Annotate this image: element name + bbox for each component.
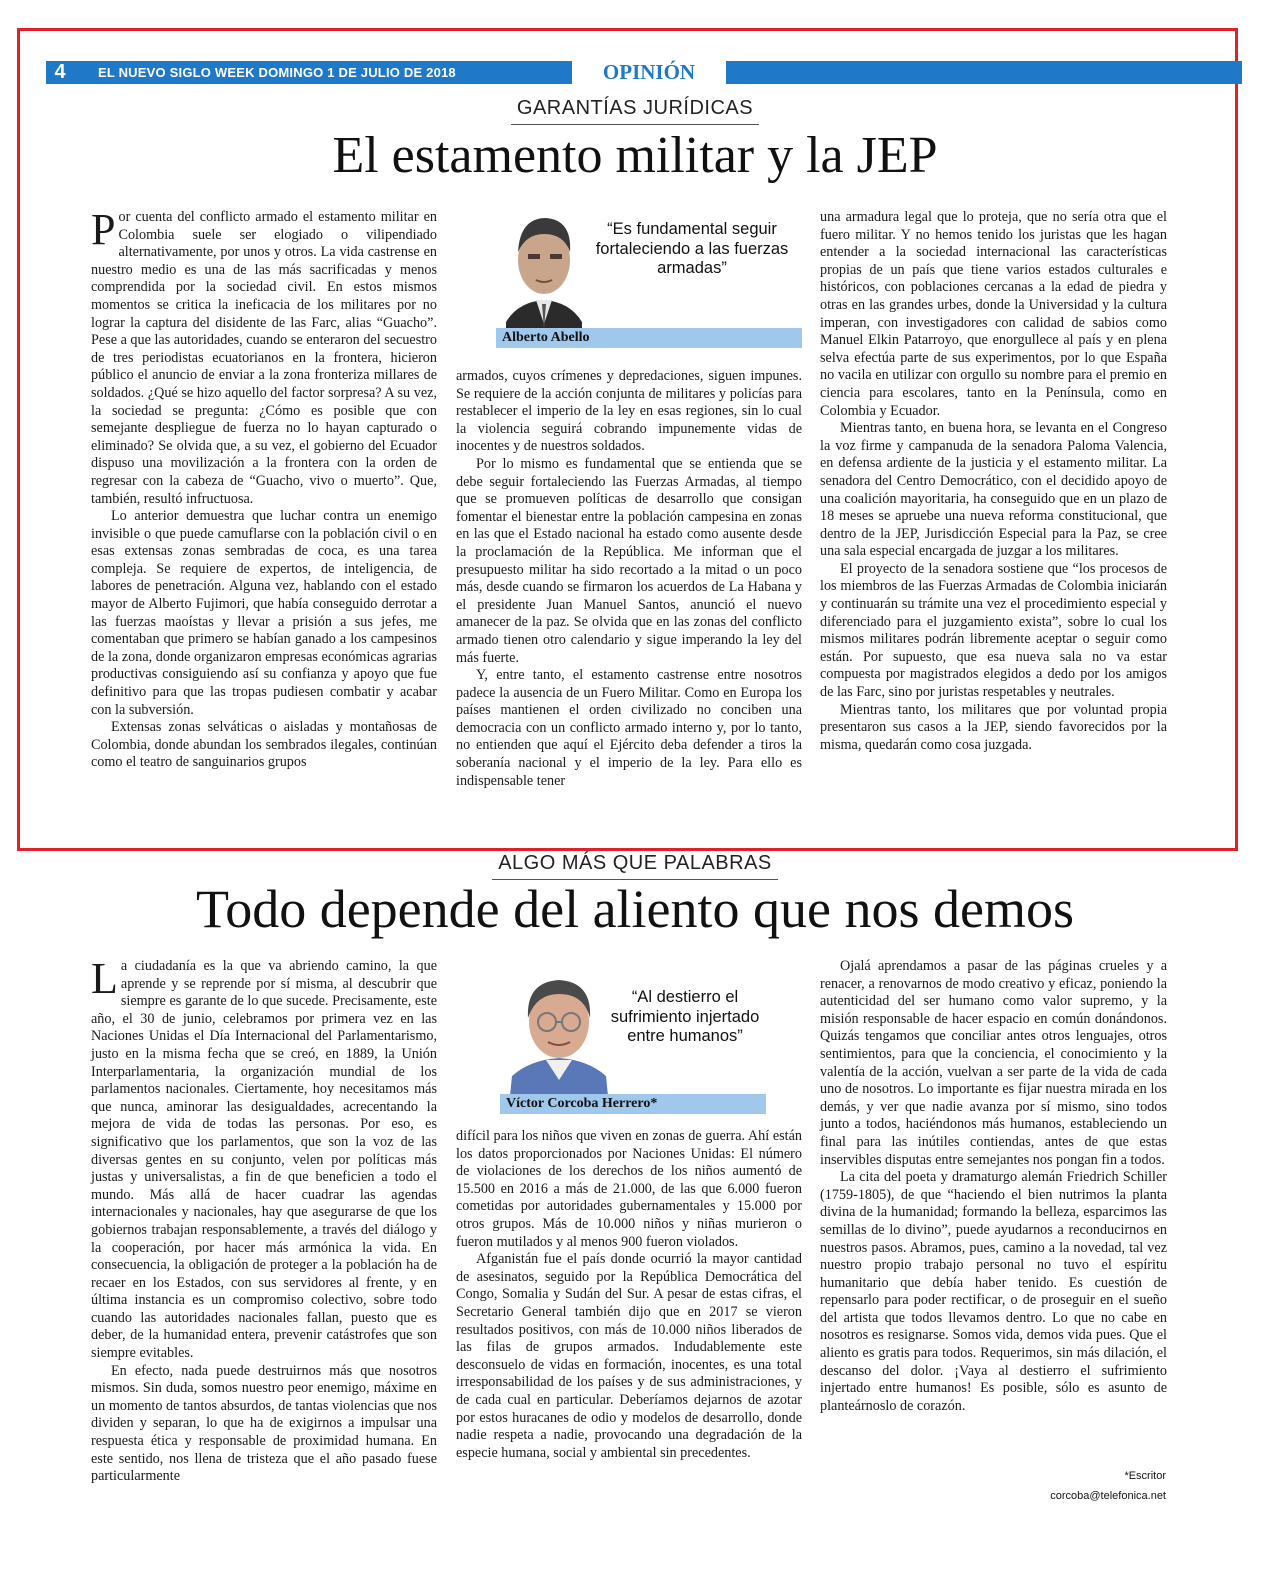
article2-footnote-role: *Escritor xyxy=(1124,1470,1166,1482)
article1-headline: El estamento militar y la JEP xyxy=(332,127,938,184)
paragraph: El proyecto de la senadora sostiene que “los procesos de los miembros de las Fuerzas Armadas de Colombia iniciarán y continuarán su trámite una vez el procedimiento especial y diferenciado para el juzgamiento exista”, sobre lo cual los mismos militares podrán libremente aceptar o seguir como están. Por supuesto, que esa nueva sala no va estar compuesta por magistrados elegidos a dedo por los amigos de las Farc, sino por juristas respetables y neutrales. xyxy=(820,560,1167,701)
paragraph: Por cuenta del conflicto armado el estamento militar en Colombia suele ser elogiado o vilipendiado alternativamente, por unos y otros. La vida castrense en nuestro medio es una de las más sacrificadas y menos comprendida por la sociedad civil. En estos mismos momentos se critica la ineficacia de los militares por no lograr la captura del disidente de las Farc, alias “Guacho”. Pese a que las autoridades, cuando se enteraron del secuestro de tres periodistas ecuatorianos en la frontera, hicieron público el anuncio de enviar a la zona fronteriza millares de soldados. ¿Qué se hizo aquello del factor sorpresa? A su vez, la sociedad se pregunta: ¿Cómo es posible que con semejante despliegue de fuerza no lo hayan capturado o eliminado? Se olvida que, a su vez, el gobierno del Ecuador dispuso una movilización a la frontera con la orden de regresar con la cabeza de “Guacho, vivo o muerto”. Que, también, resultó infructuosa. xyxy=(91,205,437,507)
paragraph: Por lo mismo es fundamental que se entienda que se debe seguir fortaleciendo las Fuerzas Armadas, al tiempo que se promueven políticas de desarrollo que consigan fomentar el bienestar entre la población campesina en zonas en las que el Estado nacional ha estado como ausente desde la proclamación de la República. Me informan que el presupuesto militar ha sido recortado a la mitad o un poco más, desde cuando se firmaron los acuerdos de La Habana y el presidente Juan Manuel Santos, anunció el nuevo amanecer de la paz. Se olvida que en las zonas del conflicto armado tienen otro calendario y sigue imperando la ley del más fuerte. xyxy=(456,455,802,666)
paragraph: Mientras tanto, los militares que por voluntad propia presentaron sus casos a la JEP, siendo favorecidos por la misma, quedarán como cosa juzgada. xyxy=(820,701,1167,753)
paragraph: Mientras tanto, en buena hora, se levanta en el Congreso la voz firme y campanuda de la senadora Paloma Valencia, en defensa ardiente de la justicia y el estamento militar. La senadora del Centro Democrático, con el decidido apoyo de una coalición mayoritaria, ha conseguido que en un plazo de 18 meses se apruebe una nueva reforma constitucional, que dentro de la JEP, Jurisdicción Especial para la Paz, se cree una sala especial encargada de juzgar a los militares. xyxy=(820,420,1167,560)
paragraph: Lo anterior demuestra que luchar contra un enemigo invisible o que puede camuflarse con la población civil o en esas extensas zonas sembradas de coca, es una tarea compleja. Se requiere de expertos, de inteligencia, de labores de penetración. Alguna vez, hablando con el estado mayor de Alberto Fujimori, que había conseguido derrotar a las fuerzas maoístas y llevar a prisión a sus jefes, me comentaban que primero se habían ganado a los campesinos de la zona, donde organizaron empresas económicas agrarias productivas consiguiendo así su confianza y apoyo que fue definitivo para que las tropas pudiesen combatir y acabar con la subversión. xyxy=(91,508,437,718)
drop-cap: P xyxy=(91,205,116,254)
paragraph: Extensas zonas selváticas o aisladas y montañosas de Colombia, donde abundan los sembrados ilegales, continúan como el teatro de sanguinarios grupos xyxy=(91,719,437,771)
article2-kicker: ALGO MÁS QUE PALABRAS xyxy=(0,852,1270,880)
article2-headline: Todo depende del aliento que nos demos xyxy=(195,879,1074,939)
paragraph: La cita del poeta y dramaturgo alemán Friedrich Schiller (1759-1805), de que “haciendo el bien nutrimos la planta divina de la humanidad; formando la belleza, esparcimos las semillas de lo divino”, puede ayudarnos a reconducirnos en nuestros pasos. Abramos, pues, camino a la novedad, tal vez nuestro propio trabajo personal no tuvo el espíritu humanitario que debía haber tenido. Es cuestión de repensarlo para poder rectificar, o de proseguir en el sueño del artista que todos llevamos dentro. Lo que no cabe en nosotros es resignarse. Somos vida, demos vida pues. Que el aliento es gratis para todos. Requerimos, sin más dilación, el descanso del dolor. ¡Vaya al destierro el sufrimiento injertado entre humanos! Es posible, sólo es asunto de planteárnoslo de corazón. xyxy=(820,1169,1167,1414)
article2-column-2 xyxy=(456,1128,802,1462)
article2-column-1 xyxy=(91,954,437,1486)
paragraph: armados, cuyos crímenes y depredaciones, siguen impunes. Se requiere de la acción conjunta de militares y policías para restablecer el imperio de la ley en esas regiones, sin lo cual la violencia seguirá cobrando impunemente vidas de inocentes y de nuestros soldados. xyxy=(456,368,802,455)
drop-cap: L xyxy=(91,954,118,1003)
page-header-bar xyxy=(46,61,1242,84)
section-label: OPINIÓN xyxy=(572,61,726,84)
article1-pullquote: “Es fundamental seguir fortaleciendo a las fuerzas armadas” xyxy=(595,220,789,277)
article1-column-1 xyxy=(91,205,437,772)
paragraph: difícil para los niños que viven en zonas de guerra. Ahí están los datos proporcionados por Naciones Unidas: El número de violaciones de los derechos de los niños aumentó de 15.500 en 2016 a más de 21.000, de las que 6.000 fueron cometidas por autoridades gubernamentales y 15.000 por otros grupos. Más de 10.000 niños y niñas murieron o fueron mutilados y al menos 900 fueron violados. xyxy=(456,1128,802,1250)
masthead: EL NUEVO SIGLO WEEK DOMINGO 1 DE JULIO DE 2018 xyxy=(98,65,456,80)
page-number: 4 xyxy=(54,61,66,83)
article2-column-3 xyxy=(820,958,1167,1415)
author-portrait-icon xyxy=(498,204,590,344)
paragraph: Ojalá aprendamos a pasar de las páginas crueles y a renacer, a renovarnos de modo creativo y eficaz, poniendo la autenticidad del ser humano como valor supremo, y la misión responsable de hacer espacio en común donándonos. Quizás tengamos que conciliar antes otros lenguajes, otros sentimientos, para que la conciencia, el conocimiento y la valentía de la acción, vuelvan a ser parte de la vida de cada uno de nosotros. Lo importante es fijar nuestra mirada en los demás, y ver que nadie avanza por sí mismo, sino todos junto a todos, haciéndonos más humanos, estableciendo un final para las inútiles contiendas, antes de que estas inservibles disputas entre semejantes nos pongan fin a todos. xyxy=(820,958,1167,1168)
article1-author-bar: Alberto Abello xyxy=(496,328,802,348)
article2-author-bar: Víctor Corcoba Herrero* xyxy=(500,1094,766,1114)
article1-pullquote-box xyxy=(456,204,802,364)
article2-pullquote-box xyxy=(456,968,802,1118)
paragraph: una armadura legal que lo proteja, que no sería otra que el fuero militar. Y no hemos tenido los juristas que les hagan entender a la sociedad internacional las características propias de un país que tiene varios estados culturales e históricos, con poblaciones cercanas a la edad de piedra y otras en las grandes urbes, donde la Universidad y la cultura imperan, con investigadores con calidad de sabios como Manuel Elkin Patarroyo, que enorgullece al país y en plena selva efectúa parte de sus experimentos, por lo que España no vacila en utilizar con orgullo su nombre para el premio en ciencia para escolares, tanto en la Península, como en Colombia y Ecuador. xyxy=(820,209,1167,419)
paragraph: La ciudadanía es la que va abriendo camino, la que aprende y se reprende por sí misma, al descubrir que siempre es garante de lo que sucede. Precisamente, este año, el 30 de junio, celebramos por primera vez en las Naciones Unidas el Día Internacional del Parlamentarismo, justo en la misma fecha que se creó, en 1889, la Unión Interparlamentaria, la organización mundial de los parlamentos nacionales. Ciertamente, hoy necesitamos más que nunca, aminorar las desigualdades, acrecentando la mejora de vida de todas las personas. Por eso, es significativo que los parlamentos, que son la voz de las diversas gentes en su conjunto, velen por políticas más justas y universalistas, a fin de que beneficien a todo el mundo. Más allá de hacer cuadrar las agendas internacionales y nacionales, hay que asegurarse de que los gobiernos trabajan responsablemente, a través del diálogo y la cooperación, por hacer más armónica la vida. En consecuencia, la obligación de proteger a la población ha de recaer en los Estados, con sus servidores al frente, y en última instancia es un compromiso colectivo, sobre todo cuando las autoridades nacionales fallan, puesto que es deber, de la humanidad entera, prevenir catástrofes que son siempre evitables. xyxy=(91,954,437,1362)
paragraph: En efecto, nada puede destruirnos más que nosotros mismos. Sin duda, somos nuestro peor enemigo, máxime en un momento de tantos absurdos, de tantas violencias que nos dividen y separan, lo que ha de exigirnos a impulsar una respuesta ética y responsable de proximidad humana. En este sentido, nos llena de tristeza que el año pasado fuese particularmente xyxy=(91,1362,437,1485)
paragraph: Y, entre tanto, el estamento castrense entre nosotros padece la ausencia de un Fuero Militar. Como en Europa los países mantienen el orden civilizado no conciben una democracia con un conflicto armado interno y, por lo tanto, no entienden que aquí el Ejército deba defender a tiros la soberanía nacional y el imperio de la ley. Para ello es indispensable tener xyxy=(456,667,802,789)
article2-footnote-email[interactable]: corcoba@telefonica.net xyxy=(1050,1490,1166,1502)
paragraph: Afganistán fue el país donde ocurrió la mayor cantidad de asesinatos, seguido por la República Democrática del Congo, Somalia y Sudán del Sur. A pesar de estas cifras, el Secretario General también dijo que en 2017 se vieron resultados positivos, con más de 10.000 niños liberados de las filas de grupos armados. Indudablemente este desconsuelo de vidas en formación, inocentes, es una total irresponsabilidad de los países y de sus administraciones, y de cada cual en particular. Deberíamos dejarnos de azotar por estos huracanes de odio y modelos de desarrollo, donde nadie respeta a nadie, provocando una degradación de la especie humana, social y ambiental sin precedentes. xyxy=(456,1251,802,1461)
article1-kicker: GARANTÍAS JURÍDICAS xyxy=(0,97,1270,125)
article1-column-3 xyxy=(820,209,1167,754)
author-portrait-icon xyxy=(504,968,614,1096)
article1-column-2 xyxy=(456,368,802,790)
article2-pullquote: “Al destierro el sufrimiento injertado entre humanos” xyxy=(610,988,760,1045)
